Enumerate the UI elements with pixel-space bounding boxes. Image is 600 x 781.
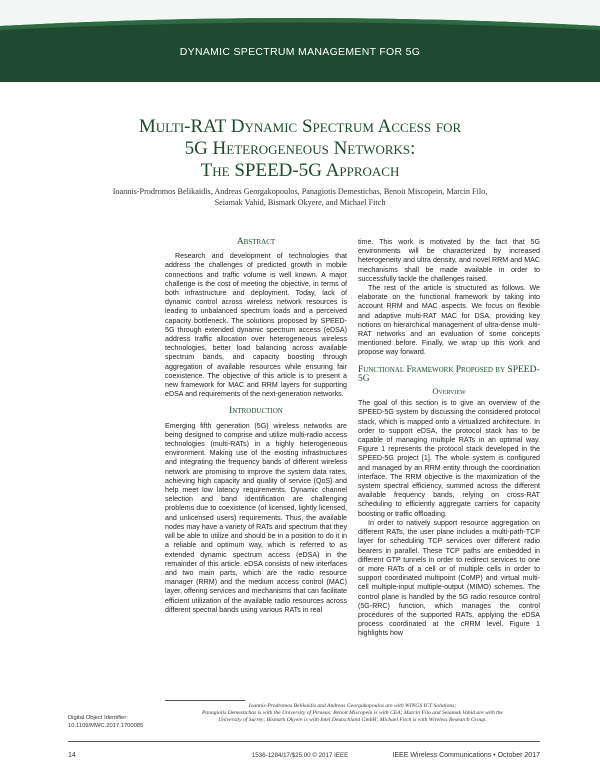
doi-block	[68, 715, 163, 730]
doi-value: 10.1109/MWC.2017.1700085	[68, 722, 144, 729]
abstract-heading: Abstract	[236, 237, 276, 247]
right-column	[358, 238, 540, 639]
footnote-line-2: Panagiotis Demestichas is with the University of Piraeus; Benoit Miscopein is with CEA; Marcin Filo and Seiamak Vahid are with the	[202, 710, 503, 716]
banner-curve-decoration	[0, 0, 600, 82]
article-title	[60, 116, 540, 182]
right-paragraph-1: time. This work is motivated by the fact that 5G environments will be characterized by increased heterogeneity and ultra density, and novel RRM and MAC mechanisms shall be made available in order to successfully tackle the challenges raised.	[358, 238, 540, 283]
title-line-2: 5G Heterogeneous Networks:	[184, 138, 416, 159]
abstract-text: Research and development of technologies that address the challenges of predicted growth in mobile connections and traffic volume is well known. A major challenge is the cost of meeting the objective, in terms of both infrastructure and deployment. Today, lack of dynamic control across wireless network resources is leading to unbalanced spectrum loads and a perceived capacity bottleneck. The solutions proposed by SPEED-5G through extended dynamic spectrum access (eDSA) address traffic allocation over heterogeneous wireless technologies, better load balancing across available spectrum bands, and capacity boosting through aggregation of available resources while ensuring fair coexistence. The objective of this article is to present a new framework for MAC and RRM layers for supporting eDSA and requirements of the next-generation networks.	[165, 252, 347, 399]
right-paragraph-3: The goal of this section is to give an overview of the SPEED-5G system by discussing the considered protocol stack, which is mapped onto a virtualized architecture. In order to support eDSA, the protocol stack has to be capable of managing multiple RATs in an optimal way. Figure 1 represents the protocol stack developed in the SPEED-5G project [1]. The whole system is configured and managed by an RRM entity through the coordination interface. The RRM objective is the maximization of the system spectral efficiency, summed across the different available frequency bands, relying on cross-RAT scheduling to efficiently aggregate carriers for capacity boosting or traffic offloading.	[358, 399, 540, 518]
page-number: 14	[68, 752, 76, 759]
doi-label: Digital Object Identifier:	[68, 715, 128, 721]
authors-line-2: Seiamak Vahid, Bismark Okyere, and Michael Fitch	[214, 198, 386, 207]
author-list	[95, 186, 505, 208]
footnote-line-3: University of Surrey; Bismark Okyere is with Intel Deutschland GmbH; Michael Fitch is with Wireless Research Group.	[218, 717, 487, 723]
subsection-heading: Overview	[432, 386, 466, 397]
footnote-divider	[165, 700, 245, 701]
issn-copyright: 1536-1284/17/$25.00 © 2017 IEEE	[251, 752, 349, 759]
header-banner	[0, 0, 600, 82]
authors-line-1: Ioannis-Prodromos Belikaidis, Andreas Georgakopoulos, Panagiotis Demestichas, Benoit Miscopein, Marcin Filo,	[112, 187, 488, 196]
author-affiliations	[165, 703, 540, 724]
section-heading: Functional Framework Proposed by SPEED-5G	[358, 364, 540, 384]
title-line-3: The SPEED-5G Approach	[200, 160, 400, 181]
right-paragraph-4: In order to natively support resource aggregation on different RATs, the user plane includes a multi-path-TCP layer for scheduling TCP services over different radio bearers in parallel. These TCP paths are embedded in different GTP tunnels in order to redirect services to one or more RATs of a cell or of multiple cells in order to support coordinated multipoint (CoMP) and virtual multi-cell multiple-input multiple-output (MIMO) schemes. The control plane is handled by the 5G radio resource control (5G-RRC) function, which manages the control procedures of the supported RATs, applying the eDSA process coordinated at the cRRM level. Figure 1 highlights how	[358, 518, 540, 638]
introduction-heading: Introduction	[229, 406, 283, 417]
left-column	[165, 238, 347, 615]
section-banner-title: DYNAMIC SPECTRUM MANAGEMENT FOR 5G	[179, 46, 421, 58]
right-paragraph-2: The rest of the article is structured as follows. We elaborate on the functional framework by taking into account RRM and MAC aspects. We focus on flexible and adaptive multi-RAT MAC for DSA, providing key notions on hierarchical management of ultra-dense multi-RAT networks and an evaluation of some concepts mentioned before. Finally, we wrap up this work and propose way forward.	[358, 284, 540, 357]
footer-rule	[68, 741, 540, 742]
introduction-text: Emerging fifth generation (5G) wireless networks are being designed to comprise and utilize multi-radio access technologies (multi-RATs) in a highly heterogeneous environment. Making use of the existing infrastructures and integrating the frequency bands of different wireless network are promising to improve the system data rates, achieving high capacity and quality of service (QoS) and help meet low latency requirements. Dynamic channel selection and band identification are challenging problems due to coexistence (of licensed, lightly licensed, and unlicensed users) requirements. Thus, the available nodes may have a variety of RATs and spectrum that they will be able to utilize and should be in a position to do it in a reliable and optimum way, which is referred to as extended dynamic spectrum access (eDSA) in the remainder of this article. eDSA consists of new interfaces and two main parts, which are the radio resource manager (RRM) and the medium access control (MAC) layer, offering services and mechanisms that can facilitate efficient utilization of the available radio resources across different spectral bands using various RATs in real	[165, 421, 347, 614]
title-line-1: Multi-RAT Dynamic Spectrum Access for	[138, 116, 462, 137]
journal-name: IEEE Wireless Communications • October 2017	[392, 752, 540, 759]
footnote-line-1: Ioannis-Prodromos Belikaidis and Andreas Georgakopoulos are with WINGS ICT Solutions;	[248, 703, 457, 709]
